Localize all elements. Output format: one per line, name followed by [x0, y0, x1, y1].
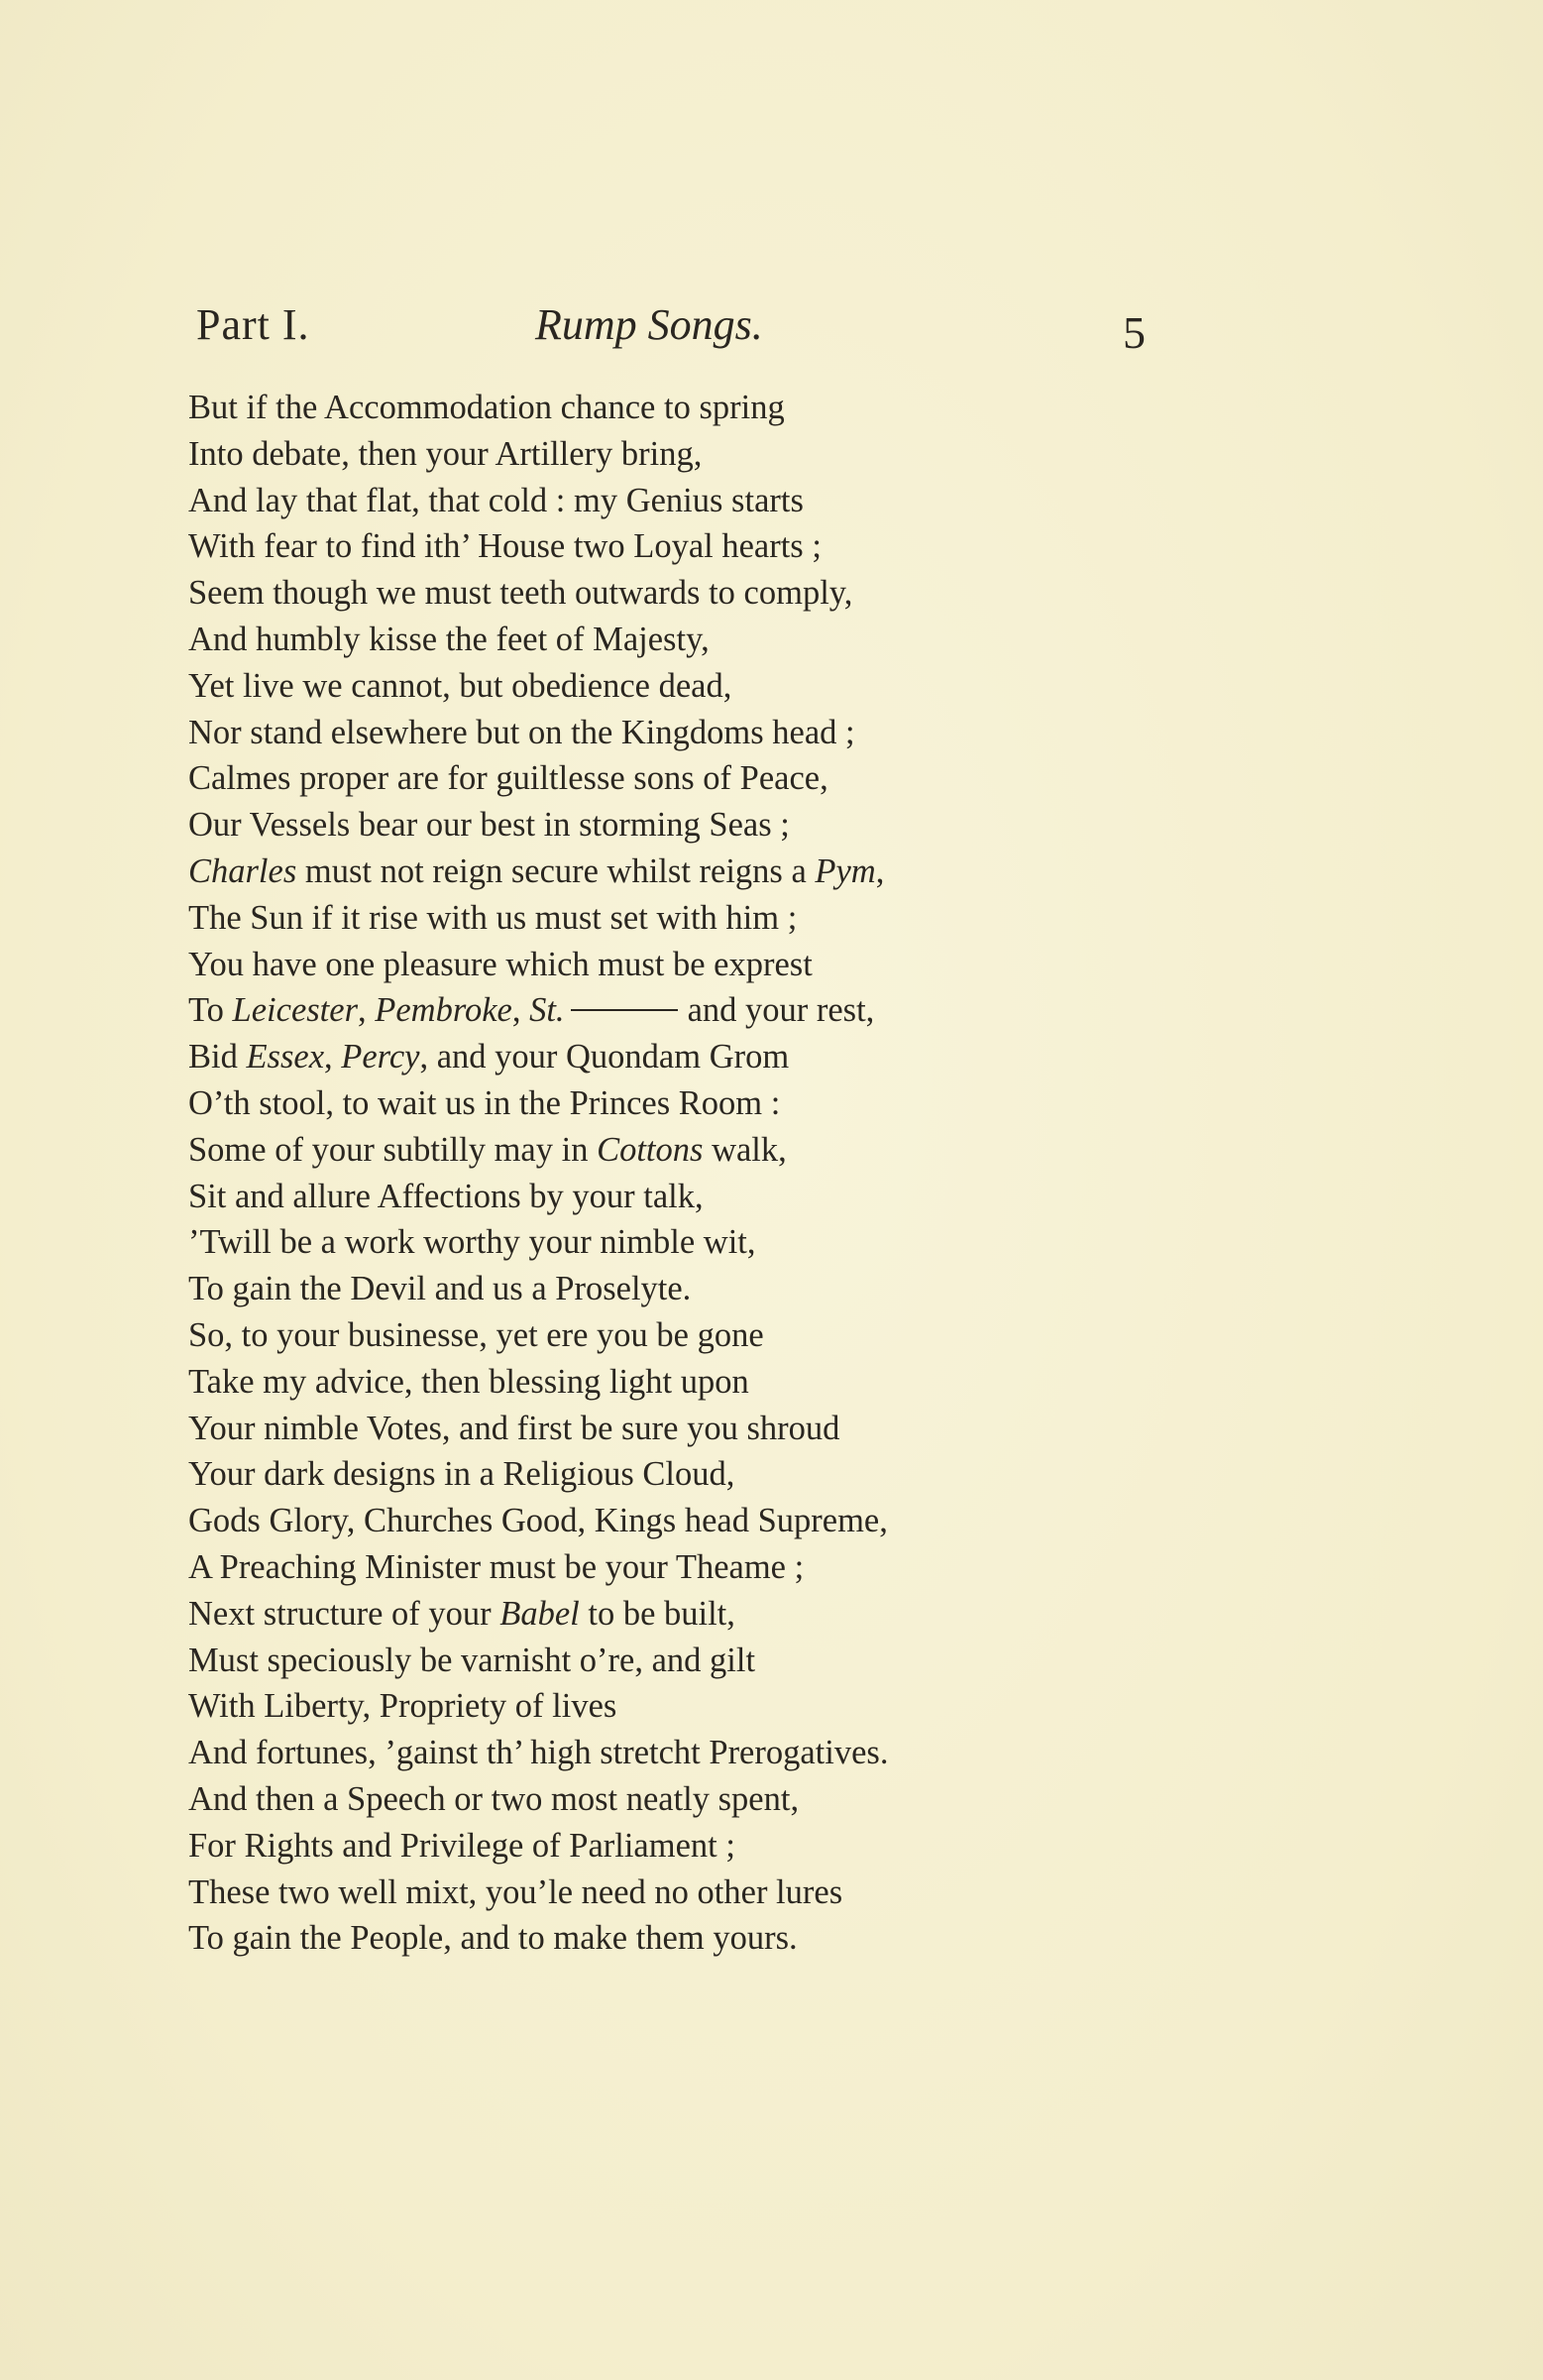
verse-text: to be built, — [579, 1594, 735, 1633]
verse-line: Calmes proper are for guiltlesse sons of Peace, — [188, 759, 828, 798]
verse-line: Into debate, then your Artillery bring, — [188, 434, 703, 473]
verse-line: Yet live we cannot, but obedience dead, — [188, 666, 732, 705]
verse-text: walk, — [703, 1130, 787, 1169]
verse-text: and your rest, — [687, 991, 875, 1030]
verse-text: Next structure of your — [188, 1594, 500, 1633]
verse-line — [188, 1591, 1378, 1638]
verse-line: And lay that flat, that cold : my Genius starts — [188, 481, 804, 519]
verse-line: Take my advice, then blessing light upon — [188, 1362, 749, 1401]
verse-line: Gods Glory, Churches Good, Kings head Supreme, — [188, 1502, 888, 1540]
verse-line: And fortunes, ’gainst th’ high stretcht Prerogatives. — [188, 1734, 889, 1772]
verse-text: Some of your subtilly may in — [188, 1130, 598, 1169]
running-head-title: Rump Songs. — [535, 300, 763, 349]
verse-line — [188, 1127, 1378, 1174]
verse-line: Sit and allure Affections by your talk, — [188, 1177, 704, 1215]
verse-text: , and your Quondam Grom — [419, 1038, 790, 1077]
italic-name-pym: Pym — [815, 851, 876, 890]
verse-line — [188, 849, 1378, 895]
italic-name-cottons: Cottons — [597, 1130, 704, 1169]
verse-punct: , — [511, 991, 530, 1030]
verse-line: With fear to find ith’ House two Loyal hearts ; — [188, 527, 822, 566]
running-head-part: Part I. — [196, 300, 310, 349]
verse-text: must not reign secure whilst reigns a — [296, 851, 816, 890]
verse-punct: , — [324, 1038, 342, 1077]
verse-line: ’Twill be a work worthy your nimble wit, — [188, 1223, 756, 1262]
verse-line: To gain the Devil and us a Proselyte. — [188, 1270, 692, 1308]
verse-line: O’th stool, to wait us in the Princes Room : — [188, 1083, 781, 1122]
verse-line: Your nimble Votes, and first be sure you shroud — [188, 1409, 840, 1447]
italic-name-babel: Babel — [499, 1594, 580, 1633]
verse-line: And humbly kisse the feet of Majesty, — [188, 620, 710, 658]
verse-text: To — [188, 991, 233, 1030]
verse-line: Must speciously be varnisht o’re, and gilt — [188, 1641, 756, 1679]
verse-line: To gain the People, and to make them yours. — [188, 1919, 798, 1958]
verse-line: A Preaching Minister must be your Theame ; — [188, 1547, 805, 1586]
verse-line — [188, 987, 1378, 1034]
dash-rule — [571, 1009, 678, 1011]
verse-line: But if the Accommodation chance to spring — [188, 389, 785, 426]
italic-name-st: St. — [529, 991, 565, 1030]
italic-name-leicester: Leicester — [232, 991, 359, 1030]
verse-line: With Liberty, Propriety of lives — [188, 1687, 617, 1726]
verse-punct: , — [875, 851, 885, 890]
verse-line: And then a Speech or two most neatly spent, — [188, 1779, 800, 1818]
verse-line: For Rights and Privilege of Parliament ; — [188, 1826, 735, 1865]
verse-line: Your dark designs in a Religious Cloud, — [188, 1455, 735, 1494]
verse-line — [188, 1034, 1378, 1080]
verse-line: Nor stand elsewhere but on the Kingdoms head ; — [188, 713, 855, 751]
poem-verse — [188, 385, 1378, 1962]
verse-line: You have one pleasure which must be exprest — [188, 945, 813, 983]
verse-text: Bid — [188, 1038, 247, 1077]
page-number: 5 — [1123, 307, 1146, 358]
italic-name-charles: Charles — [188, 851, 297, 890]
verse-line: These two well mixt, you’le need no other lures — [188, 1872, 843, 1911]
verse-line: Our Vessels bear our best in storming Seas ; — [188, 806, 790, 845]
italic-name-essex: Essex — [246, 1038, 325, 1077]
italic-name-percy: Percy — [341, 1038, 420, 1077]
verse-line: So, to your businesse, yet ere you be gone — [188, 1315, 764, 1354]
verse-line: Seem though we must teeth outwards to comply, — [188, 574, 853, 613]
verse-punct: , — [358, 991, 376, 1030]
verse-line: The Sun if it rise with us must set with him ; — [188, 898, 798, 937]
italic-name-pembroke: Pembroke — [375, 991, 512, 1030]
